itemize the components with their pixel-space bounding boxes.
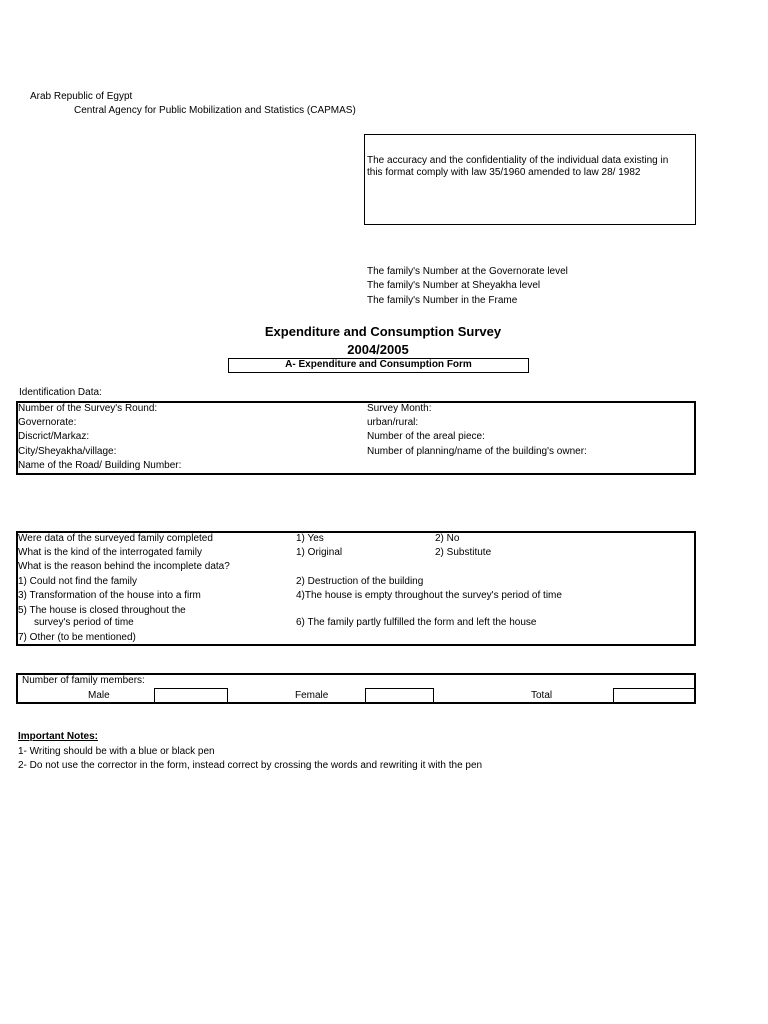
survey-round-label: Number of the Survey's Round: [18, 403, 158, 414]
reason-option-7: 7) Other (to be mentioned) [18, 632, 136, 643]
female-count-field[interactable] [365, 688, 434, 704]
note-1: 1- Writing should be with a blue or black pen [18, 746, 215, 757]
survey-title: Expenditure and Consumption Survey [264, 324, 502, 339]
survey-month-label: Survey Month: [367, 403, 432, 414]
form-title-box [228, 358, 529, 373]
confidentiality-line-1: The accuracy and the confidentiality of the individual data existing in [367, 155, 669, 166]
city-label: City/Sheyakha/village: [18, 446, 117, 457]
country-name: Arab Republic of Egypt [30, 91, 133, 102]
identification-section [16, 401, 696, 475]
planning-owner-label: Number of planning/name of the building's owner: [367, 446, 587, 457]
completed-yes-option: 1) Yes [296, 533, 324, 544]
male-label: Male [88, 690, 110, 701]
reason-option-3: 3) Transformation of the house into a firm [18, 590, 201, 601]
areal-piece-label: Number of the areal piece: [367, 431, 485, 442]
completed-question: Were data of the surveyed family completed [18, 533, 213, 544]
family-number-sheyakha: The family's Number at Sheyakha level [367, 280, 541, 291]
reason-option-6: 6) The family partly fulfilled the form and left the house [296, 617, 537, 628]
family-members-section [16, 673, 696, 704]
female-label: Female [295, 690, 329, 701]
total-label: Total [531, 690, 553, 701]
urban-rural-label: urban/rural: [367, 417, 419, 428]
completion-section [16, 531, 696, 646]
confidentiality-line-2: this format comply with law 35/1960 amended to law 28/ 1982 [367, 167, 641, 178]
agency-name: Central Agency for Public Mobilization and Statistics (CAPMAS) [74, 105, 356, 116]
reason-option-4: 4)The house is empty throughout the survey's period of time [296, 590, 562, 601]
family-number-frame: The family's Number in the Frame [367, 295, 518, 306]
note-2: 2- Do not use the corrector in the form, instead correct by crossing the words and rewriting it with the pen [18, 760, 483, 771]
reason-option-5: 5) The house is closed throughout the [18, 605, 186, 616]
male-count-field[interactable] [154, 688, 228, 704]
family-members-label: Number of family members: [22, 675, 145, 686]
reason-option-5-cont: survey's period of time [34, 617, 134, 628]
total-count-field[interactable] [613, 688, 695, 704]
road-building-label: Name of the Road/ Building Number: [18, 460, 182, 471]
form-title: A- Expenditure and Consumption Form [285, 359, 472, 370]
governorate-label: Governorate: [18, 417, 77, 428]
survey-year: 2004/2005 [347, 342, 409, 357]
identification-heading: Identification Data: [19, 387, 102, 398]
reason-option-2: 2) Destruction of the building [296, 576, 424, 587]
confidentiality-box [364, 134, 696, 225]
reason-question: What is the reason behind the incomplete data? [18, 561, 230, 572]
completed-no-option: 2) No [435, 533, 460, 544]
substitute-option: 2) Substitute [435, 547, 492, 558]
family-number-governorate: The family's Number at the Governorate level [367, 266, 568, 277]
notes-heading: Important Notes: [18, 731, 98, 742]
reason-option-1: 1) Could not find the family [18, 576, 137, 587]
district-label: Discrict/Markaz: [18, 431, 90, 442]
original-option: 1) Original [296, 547, 343, 558]
family-kind-question: What is the kind of the interrogated family [18, 547, 202, 558]
